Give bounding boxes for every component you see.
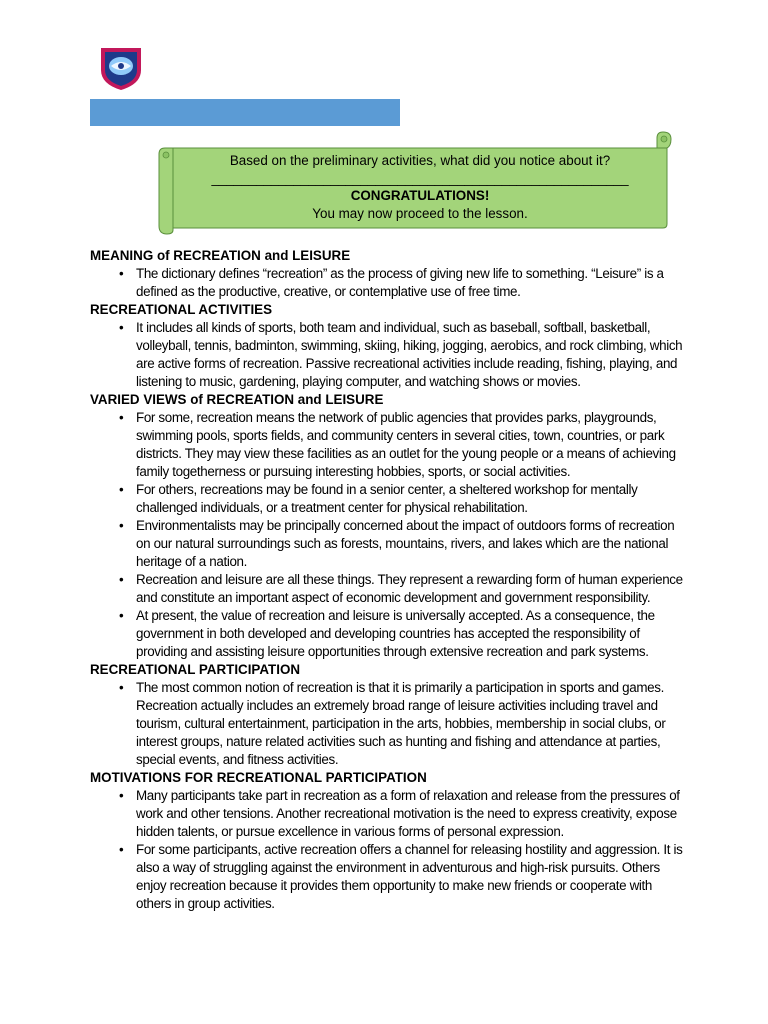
list-item: • For some, recreation means the network of public agencies that provides parks, playgrounds, swimming pools, sports fields, and community centers in several cities, town, countries, or park districts. They may view these facilities as an outlet for the young people or a means of achieving family togetherness or pursuing interesting hobbies, sports, or social activities.: [119, 410, 676, 479]
section-list: [90, 319, 690, 391]
list-item: • For others, recreations may be found in a senior center, a sheltered workshop for mentally challenged individuals, or a treatment center for physical rehabilitation.: [119, 482, 638, 515]
section-heading: MEANING of RECREATION and LEISURE: [90, 248, 351, 263]
lesson-content: [90, 247, 690, 913]
list-item: • Recreation and leisure are all these things. They represent a rewarding form of human experience and constitute an important aspect of economic development and government responsibility.: [119, 572, 683, 605]
section-heading: RECREATIONAL ACTIVITIES: [90, 302, 273, 317]
section-list: [90, 679, 690, 769]
title-banner: [90, 99, 400, 126]
list-item: • It includes all kinds of sports, both team and individual, such as baseball, softball, basketball, volleyball, tennis, badminton, swimming, skiing, hiking, jogging, aerobics, and rock climbing, which are active forms of recreation. Passive recreational activities include reading, fishing, playing, and listening to music, gardening, playing computer, and watching shows or movies.: [119, 320, 683, 389]
list-item: • Environmentalists may be principally concerned about the impact of outdoors forms of recreation on our natural surroundings such as forests, mountains, rivers, and lakes which are the national heritage of a nation.: [119, 518, 675, 569]
scroll-congrats: CONGRATULATIONS!: [350, 188, 490, 203]
list-item: • The dictionary defines “recreation” as the process of giving new life to something. “Leisure” is a defined as the productive, creative, or contemplative use of free time.: [119, 266, 664, 299]
scroll-proceed: You may now proceed to the lesson.: [312, 205, 528, 221]
list-item: • The most common notion of recreation is that it is primarily a participation in sports and games. Recreation actually includes an extremely broad range of leisure activities including travel and tourism, cultural entertainment, participation in the arts, hobbies, membership in social clubs, or interest groups, nature related activities such as hunting and fishing and attendance at parties, special events, and fitness activities.: [119, 680, 666, 767]
section-heading: MOTIVATIONS FOR RECREATIONAL PARTICIPATION: [90, 770, 427, 785]
section-list: [90, 265, 690, 301]
scroll-question: Based on the preliminary activities, what did you notice about it?: [229, 153, 611, 168]
section-list: [90, 787, 690, 913]
section-heading: VARIED VIEWS of RECREATION and LEISURE: [90, 392, 384, 407]
section-list: [90, 409, 690, 661]
scroll-answer-line: ________________________________________________________: [211, 170, 629, 186]
list-item: • At present, the value of recreation and leisure is universally accepted. As a consequence, the government in both developed and developing countries has accepted the responsibility of providing and assisting leisure opportunities through extensive recreation and park systems.: [119, 608, 655, 659]
scroll-text: [180, 152, 660, 222]
school-crest-icon: [97, 44, 145, 92]
list-item: • Many participants take part in recreation as a form of relaxation and release from the pressures of work and other tensions. Another recreational motivation is the need to express creativity, expose hidden talents, or pursue excellence in various forms of personal expression.: [119, 788, 680, 839]
list-item: • For some participants, active recreation offers a channel for releasing hostility and aggression. It is also a way of struggling against the environment in adventurous and high-risk pursuits. Others enjoy recreation because it provides them opportunity to make new friends or cooperate with others in group activities.: [119, 842, 683, 911]
section-heading: RECREATIONAL PARTICIPATION: [90, 662, 301, 677]
